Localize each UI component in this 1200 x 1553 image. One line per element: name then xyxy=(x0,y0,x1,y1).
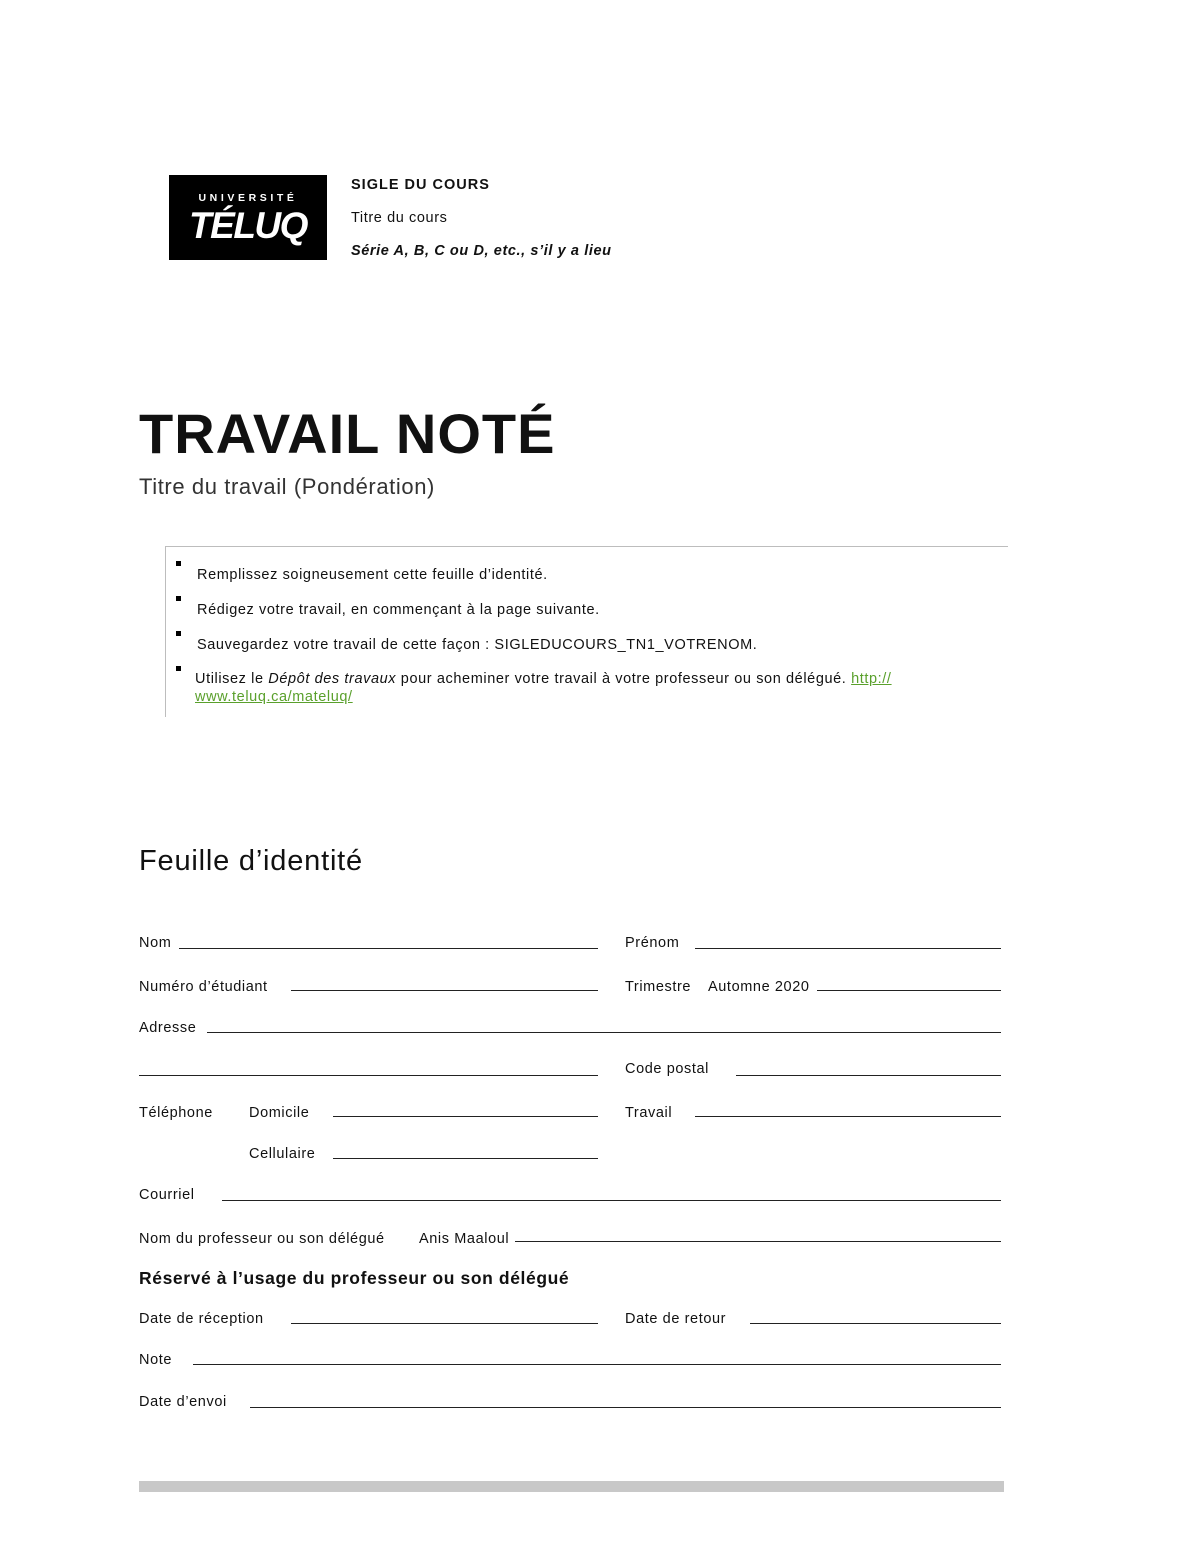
trimestre-field[interactable] xyxy=(817,990,1001,991)
teluq-logo xyxy=(169,175,327,260)
mateluq-link[interactable]: http:// xyxy=(851,671,892,687)
instruction-text: Utilisez le xyxy=(195,671,269,687)
date-reception-field[interactable] xyxy=(291,1323,598,1324)
depot-des-travaux-label: Dépôt des travaux xyxy=(268,671,397,687)
prenom-field[interactable] xyxy=(695,948,1001,949)
page-subtitle: Titre du travail (Pondération) xyxy=(139,474,435,499)
domicile-field[interactable] xyxy=(333,1116,598,1117)
cellulaire-field[interactable] xyxy=(333,1158,598,1159)
logo-line-teluq: TÉLUQ xyxy=(189,205,307,246)
identity-sheet-title: Feuille d’identité xyxy=(139,845,363,877)
date-retour-field[interactable] xyxy=(750,1323,1001,1324)
date-envoi-field[interactable] xyxy=(250,1407,1001,1408)
instruction-item: Rédigez votre travail, en commençant à la page suivante. xyxy=(197,602,600,618)
instruction-item: Sauvegardez votre travail de cette façon : SIGLEDUCOURS_TN1_VOTRENOM. xyxy=(197,637,758,653)
numero-etudiant-label: Numéro d’étudiant xyxy=(139,979,268,995)
instruction-text: pour acheminer votre travail à votre professeur ou son délégué. xyxy=(396,671,847,687)
travail-field[interactable] xyxy=(695,1116,1001,1117)
courriel-field[interactable] xyxy=(222,1200,1001,1201)
page-title: TRAVAIL NOTÉ xyxy=(139,402,556,465)
instruction-item: Remplissez soigneusement cette feuille d’identité. xyxy=(197,567,548,583)
prenom-label: Prénom xyxy=(625,935,680,951)
mateluq-link-continued[interactable]: www.teluq.ca/mateluq/ xyxy=(195,689,353,705)
bullet-icon xyxy=(176,561,181,566)
reserved-section-title: Réservé à l’usage du professeur ou son délégué xyxy=(139,1268,570,1288)
course-code: SIGLE DU COURS xyxy=(351,177,490,193)
date-envoi-label: Date d’envoi xyxy=(139,1394,227,1410)
instruction-item-submit xyxy=(195,671,892,687)
telephone-label: Téléphone xyxy=(139,1105,213,1121)
instructions-box xyxy=(165,546,1008,717)
trimestre-value[interactable]: Automne 2020 xyxy=(708,979,810,995)
date-reception-label: Date de réception xyxy=(139,1311,264,1327)
bullet-icon xyxy=(176,666,181,671)
note-field[interactable] xyxy=(193,1364,1001,1365)
adresse-label: Adresse xyxy=(139,1020,197,1036)
cellulaire-label: Cellulaire xyxy=(249,1146,316,1162)
travail-label: Travail xyxy=(625,1105,673,1121)
courriel-label: Courriel xyxy=(139,1187,195,1203)
bullet-icon xyxy=(176,631,181,636)
code-postal-field[interactable] xyxy=(736,1075,1001,1076)
professeur-value[interactable]: Anis Maaloul xyxy=(419,1231,510,1247)
nom-label: Nom xyxy=(139,935,172,951)
professeur-field[interactable] xyxy=(515,1241,1001,1242)
nom-field[interactable] xyxy=(179,948,598,949)
numero-etudiant-field[interactable] xyxy=(291,990,598,991)
code-postal-label: Code postal xyxy=(625,1061,709,1077)
adresse-line-2-field[interactable] xyxy=(139,1075,598,1076)
bullet-icon xyxy=(176,596,181,601)
domicile-label: Domicile xyxy=(249,1105,310,1121)
footer-divider xyxy=(139,1481,1004,1492)
course-title: Titre du cours xyxy=(351,210,448,226)
date-retour-label: Date de retour xyxy=(625,1311,727,1327)
trimestre-label: Trimestre xyxy=(625,979,692,995)
note-label: Note xyxy=(139,1352,173,1368)
logo-line-universite: UNIVERSITÉ xyxy=(198,192,298,204)
course-series: Série A, B, C ou D, etc., s’il y a lieu xyxy=(351,243,612,259)
professeur-label: Nom du professeur ou son délégué xyxy=(139,1231,385,1247)
adresse-field[interactable] xyxy=(207,1032,1001,1033)
